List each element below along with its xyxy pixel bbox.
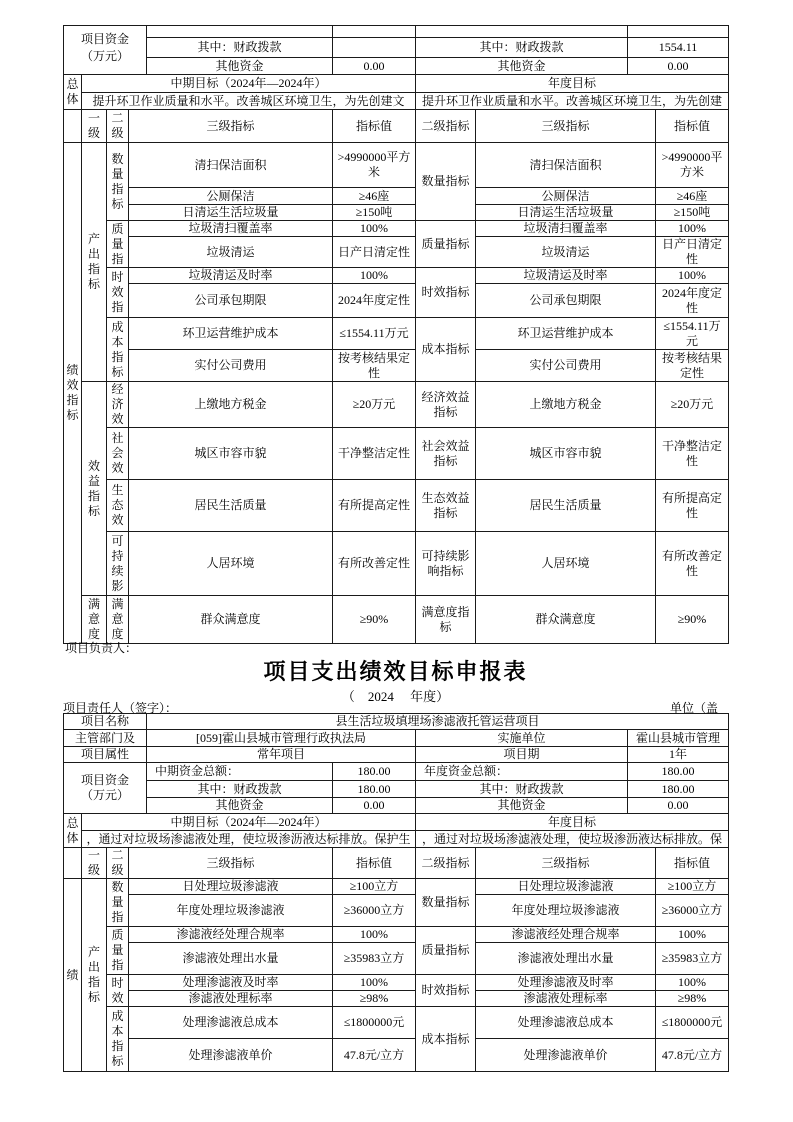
annual-fiscal-value: 180.00	[628, 781, 729, 798]
annual-other-value: 0.00	[628, 58, 729, 75]
level2-right-ecological: 生态效益指标	[416, 480, 476, 532]
indicator-value-cell: ≥20万元	[333, 382, 416, 428]
indicator-value-cell: ≥20万元	[656, 382, 729, 428]
indicator-name-cell: 上缴地方税金	[129, 382, 333, 428]
indicator-value-cell: ≥98%	[656, 991, 729, 1007]
indicator-value-cell: 日产日清定性	[333, 237, 416, 268]
indicator-name-cell: 上缴地方税金	[476, 382, 656, 428]
annual-other-label: 其他资金	[416, 798, 628, 814]
indicator-name-cell: 公厕保洁	[476, 188, 656, 205]
overall-side-label: 总体	[64, 814, 82, 848]
funding-label-line1: 项目资金	[80, 773, 129, 787]
level2-right-timeliness: 时效指标	[416, 268, 476, 318]
header-level2: 二级	[107, 848, 129, 879]
indicator-name-cell: 处理渗滤液及时率	[129, 975, 333, 991]
indicator-name-cell: 垃圾清运	[129, 237, 333, 268]
indicator-name-cell: 渗滤液处理标率	[476, 991, 656, 1007]
annual-fiscal-label: 其中：财政拨款	[416, 781, 628, 798]
funding-label-cell	[64, 763, 147, 814]
indicator-value-cell: ≥98%	[333, 991, 416, 1007]
indicator-value-cell: ≤1554.11万元	[333, 318, 416, 350]
form2-table	[63, 713, 729, 1072]
indicator-value-cell: 2024年度定性	[333, 284, 416, 318]
cut-spacer-cell	[628, 26, 729, 38]
outer-label-performance-clipped: 绩	[64, 879, 82, 1072]
annual-goal-text: ，通过对垃圾场渗滤液处理，使垃圾渗沥液达标排放。保	[416, 831, 729, 848]
indicator-name-cell: 公司承包期限	[129, 284, 333, 318]
header-value-left: 指标值	[333, 848, 416, 879]
indicator-name-cell: 年度处理垃圾渗滤液	[476, 895, 656, 927]
form2-info-band	[63, 729, 729, 763]
indicator-value-cell: 按考核结果定性	[656, 350, 729, 382]
indicator-name-cell: 群众满意度	[129, 596, 333, 644]
header-level2-right: 二级指标	[416, 848, 476, 879]
form1-table	[63, 25, 729, 644]
mid-fiscal-label: 其中：财政拨款	[147, 781, 333, 798]
indicator-value-cell: ≥100立方	[333, 879, 416, 895]
level2-quantity: 数量指	[107, 879, 129, 927]
indicator-value-cell: 100%	[656, 268, 729, 284]
indicator-name-cell: 处理渗滤液单价	[129, 1039, 333, 1072]
mid-total-label: 中期资金总额：	[147, 763, 333, 781]
form1-indicator-band	[63, 109, 729, 644]
indicator-value-cell: ≤1800000元	[656, 1007, 729, 1039]
indicator-name-cell: 日清运生活垃圾量	[129, 205, 333, 221]
indicator-name-cell: 处理渗滤液及时率	[476, 975, 656, 991]
page-subtitle-year: （ 2024 年度）	[341, 689, 450, 704]
indicator-value-cell: ≥36000立方	[333, 895, 416, 927]
indicator-name-cell: 环卫运营维护成本	[476, 318, 656, 350]
mid-other-value: 0.00	[333, 798, 416, 814]
indicator-name-cell: 日清运生活垃圾量	[476, 205, 656, 221]
indicator-name-cell: 实付公司费用	[129, 350, 333, 382]
funding-label-line1: 项目资金	[80, 31, 129, 46]
mid-fiscal-label: 其中：财政拨款	[147, 38, 333, 58]
outer-label-performance: 绩效指标	[64, 143, 82, 644]
annual-goal-text: 提升环卫作业质量和水平。改善城区环境卫生，为先创建	[416, 93, 729, 110]
indicator-name-cell: 处理渗滤液总成本	[476, 1007, 656, 1039]
level1-output: 产出指标	[82, 143, 107, 382]
mid-other-label: 其他资金	[147, 58, 333, 75]
impl-unit-value: 霍山县城市管理	[628, 730, 729, 747]
indicator-name-cell: 渗滤液处理标率	[129, 991, 333, 1007]
indicator-value-cell: 有所改善定性	[656, 532, 729, 596]
indicator-value-cell: ≤1800000元	[333, 1007, 416, 1039]
annual-total-value: 180.00	[628, 763, 729, 781]
level2-social: 社会效	[107, 428, 129, 480]
indicator-value-cell: ≥35983立方	[333, 943, 416, 975]
level2-right-quantity: 数量指标	[416, 879, 476, 927]
mid-goal-text: 提升环卫作业质量和水平。改善城区环境卫生，为先创建文	[82, 93, 416, 110]
attribute-value: 常年项目	[147, 747, 416, 763]
mid-other-value: 0.00	[333, 58, 416, 75]
annual-total-label: 年度资金总额：	[416, 763, 628, 781]
indicator-name-cell: 清扫保洁面积	[129, 143, 333, 188]
indicator-value-cell: ≥46座	[656, 188, 729, 205]
indicator-name-cell: 居民生活质量	[129, 480, 333, 532]
indicator-value-cell: ≥46座	[333, 188, 416, 205]
indicator-value-cell: 按考核结果定性	[333, 350, 416, 382]
level2-economic: 经济效	[107, 382, 129, 428]
cut-spacer-cell	[147, 26, 333, 38]
indicator-name-cell: 渗滤液处理出水量	[476, 943, 656, 975]
indicator-value-cell: 干净整洁定性	[656, 428, 729, 480]
header-level1: 一级	[82, 848, 107, 879]
indicator-name-cell: 城区市容市貌	[476, 428, 656, 480]
mid-total-value: 180.00	[333, 763, 416, 781]
indicator-value-cell: 干净整洁定性	[333, 428, 416, 480]
header-level3-left: 三级指标	[129, 110, 333, 143]
indicator-value-cell: 47.8元/立方	[333, 1039, 416, 1072]
level2-ecological: 生态效	[107, 480, 129, 532]
indicator-name-cell: 居民生活质量	[476, 480, 656, 532]
indicator-value-cell: ≥36000立方	[656, 895, 729, 927]
indicator-value-cell: ≥90%	[656, 596, 729, 644]
annual-goal-title: 年度目标	[416, 75, 729, 93]
level2-right-sustainable: 可持续影响指标	[416, 532, 476, 596]
level2-right-cost: 成本指标	[416, 318, 476, 382]
level2-right-quantity: 数量指标	[416, 143, 476, 221]
indicator-name-cell: 垃圾清运	[476, 237, 656, 268]
impl-unit-label: 实施单位	[416, 730, 628, 747]
dept-value: [059]霍山县城市管理行政执法局	[147, 730, 416, 747]
indicator-name-cell: 渗滤液处理出水量	[129, 943, 333, 975]
level2-timeliness: 时效	[107, 975, 129, 1007]
indicator-value-cell: 2024年度定性	[656, 284, 729, 318]
level2-sustainable: 可持续影	[107, 532, 129, 596]
indicator-name-cell: 群众满意度	[476, 596, 656, 644]
indicator-name-cell: 垃圾清运及时率	[476, 268, 656, 284]
mid-goal-title: 中期目标（2024年—2024年）	[82, 814, 416, 831]
indicator-name-cell: 垃圾清扫覆盖率	[476, 221, 656, 237]
header-level2-right: 二级指标	[416, 110, 476, 143]
indicator-value-cell: ≥100立方	[656, 879, 729, 895]
project-name-label: 项目名称	[64, 714, 147, 730]
form2-funding-band	[63, 762, 729, 814]
indicator-name-cell: 处理渗滤液总成本	[129, 1007, 333, 1039]
level2-right-quality: 质量指标	[416, 927, 476, 975]
indicator-value-cell: ≥150吨	[656, 205, 729, 221]
indicator-value-cell: >4990000平方米	[333, 143, 416, 188]
indicator-value-cell: 47.8元/立方	[656, 1039, 729, 1072]
header-level1: 一级	[82, 110, 107, 143]
level2-right-timeliness: 时效指标	[416, 975, 476, 1007]
indicator-value-cell: ≥90%	[333, 596, 416, 644]
indicator-name-cell: 公厕保洁	[129, 188, 333, 205]
annual-fiscal-label: 其中：财政拨款	[416, 38, 628, 58]
cut-spacer-cell	[416, 26, 628, 38]
indicator-value-cell: 100%	[333, 927, 416, 943]
header-spacer-cell	[64, 848, 82, 879]
level2-right-cost: 成本指标	[416, 1007, 476, 1072]
level1-satisfaction: 满意度	[82, 596, 107, 644]
indicator-value-cell: ≥150吨	[333, 205, 416, 221]
indicator-name-cell: 渗滤液经处理合规率	[129, 927, 333, 943]
mid-other-label: 其他资金	[147, 798, 333, 814]
form1-overall-band	[63, 74, 729, 110]
level2-cost: 成本指标	[107, 318, 129, 382]
indicator-name-cell: 垃圾清运及时率	[129, 268, 333, 284]
indicator-value-cell: 有所提高定性	[333, 480, 416, 532]
indicator-value-cell: 100%	[656, 975, 729, 991]
indicator-name-cell: 城区市容市貌	[129, 428, 333, 480]
indicator-value-cell: ≥35983立方	[656, 943, 729, 975]
indicator-name-cell: 日处理垃圾渗滤液	[476, 879, 656, 895]
funding-label-cell	[64, 26, 147, 75]
level2-right-satisfaction: 满意度指标	[416, 596, 476, 644]
indicator-name-cell: 环卫运营维护成本	[129, 318, 333, 350]
annual-other-label: 其他资金	[416, 58, 628, 75]
level2-right-economic: 经济效益指标	[416, 382, 476, 428]
indicator-value-cell: 日产日清定性	[656, 237, 729, 268]
level2-quality: 质量指	[107, 221, 129, 268]
indicator-name-cell: 日处理垃圾渗滤液	[129, 879, 333, 895]
project-manager-line: 项目负责人：	[65, 641, 138, 655]
project-name-value: 县生活垃圾填埋场渗滤液托管运营项目	[147, 714, 729, 730]
mid-goal-title: 中期目标（2024年—2024年）	[82, 75, 416, 93]
form2-indicator-band	[63, 847, 729, 1072]
level2-right-social: 社会效益指标	[416, 428, 476, 480]
level1-output: 产出指标	[82, 879, 107, 1072]
level2-quantity: 数量指标	[107, 143, 129, 221]
header-level3-left: 三级指标	[129, 848, 333, 879]
indicator-value-cell: 100%	[333, 221, 416, 237]
overall-side-label: 总体	[64, 75, 82, 110]
header-value-right: 指标值	[656, 110, 729, 143]
indicator-name-cell: 垃圾清扫覆盖率	[129, 221, 333, 237]
page-title: 项目支出绩效目标申报表	[263, 659, 528, 684]
header-spacer-cell	[64, 110, 82, 143]
signer-row	[63, 699, 728, 713]
indicator-name-cell: 处理渗滤液单价	[476, 1039, 656, 1072]
indicator-name-cell: 公司承包期限	[476, 284, 656, 318]
mid-fiscal-value	[333, 38, 416, 58]
level2-right-quality: 质量指标	[416, 221, 476, 268]
level2-cost: 成本指标	[107, 1007, 129, 1072]
indicator-value-cell: 有所改善定性	[333, 532, 416, 596]
level1-benefit: 效益指标	[82, 382, 107, 596]
indicator-name-cell: 渗滤液经处理合规率	[476, 927, 656, 943]
indicator-value-cell: 有所提高定性	[656, 480, 729, 532]
indicator-name-cell: 清扫保洁面积	[476, 143, 656, 188]
funding-label-line2: （万元）	[80, 48, 129, 63]
mid-goal-text: ，通过对垃圾场渗滤液处理，使垃圾渗沥液达标排放。保护生	[82, 831, 416, 848]
level2-timeliness: 时效指	[107, 268, 129, 318]
cut-spacer-cell	[333, 26, 416, 38]
annual-goal-title: 年度目标	[416, 814, 729, 831]
unit-seal-label: 单位（盖	[669, 701, 718, 715]
indicator-value-cell: 100%	[333, 975, 416, 991]
header-level2: 二级	[107, 110, 129, 143]
period-label: 项目期	[416, 747, 628, 763]
level2-satisfaction: 满意度	[107, 596, 129, 644]
header-level3-right: 三级指标	[476, 110, 656, 143]
form1-funding-band	[63, 25, 729, 75]
form2-name-band	[63, 713, 729, 730]
header-value-left: 指标值	[333, 110, 416, 143]
indicator-value-cell: >4990000平方米	[656, 143, 729, 188]
funding-label-line2: （万元）	[80, 788, 129, 802]
annual-fiscal-value: 1554.11	[628, 38, 729, 58]
indicator-name-cell: 年度处理垃圾渗滤液	[129, 895, 333, 927]
form2-overall-band	[63, 813, 729, 848]
indicator-name-cell: 实付公司费用	[476, 350, 656, 382]
indicator-name-cell: 人居环境	[129, 532, 333, 596]
period-value: 1年	[628, 747, 729, 763]
indicator-value-cell: 100%	[656, 927, 729, 943]
indicator-value-cell: 100%	[333, 268, 416, 284]
attribute-label: 项目属性	[64, 747, 147, 763]
indicator-name-cell: 人居环境	[476, 532, 656, 596]
level2-quality: 质量指	[107, 927, 129, 975]
annual-other-value: 0.00	[628, 798, 729, 814]
header-value-right: 指标值	[656, 848, 729, 879]
indicator-value-cell: ≤1554.11万元	[656, 318, 729, 350]
mid-fiscal-value: 180.00	[333, 781, 416, 798]
header-level3-right: 三级指标	[476, 848, 656, 879]
dept-label: 主管部门及	[64, 730, 147, 747]
indicator-value-cell: 100%	[656, 221, 729, 237]
responsible-person-label: 项目责任人（签字）：	[63, 701, 178, 715]
